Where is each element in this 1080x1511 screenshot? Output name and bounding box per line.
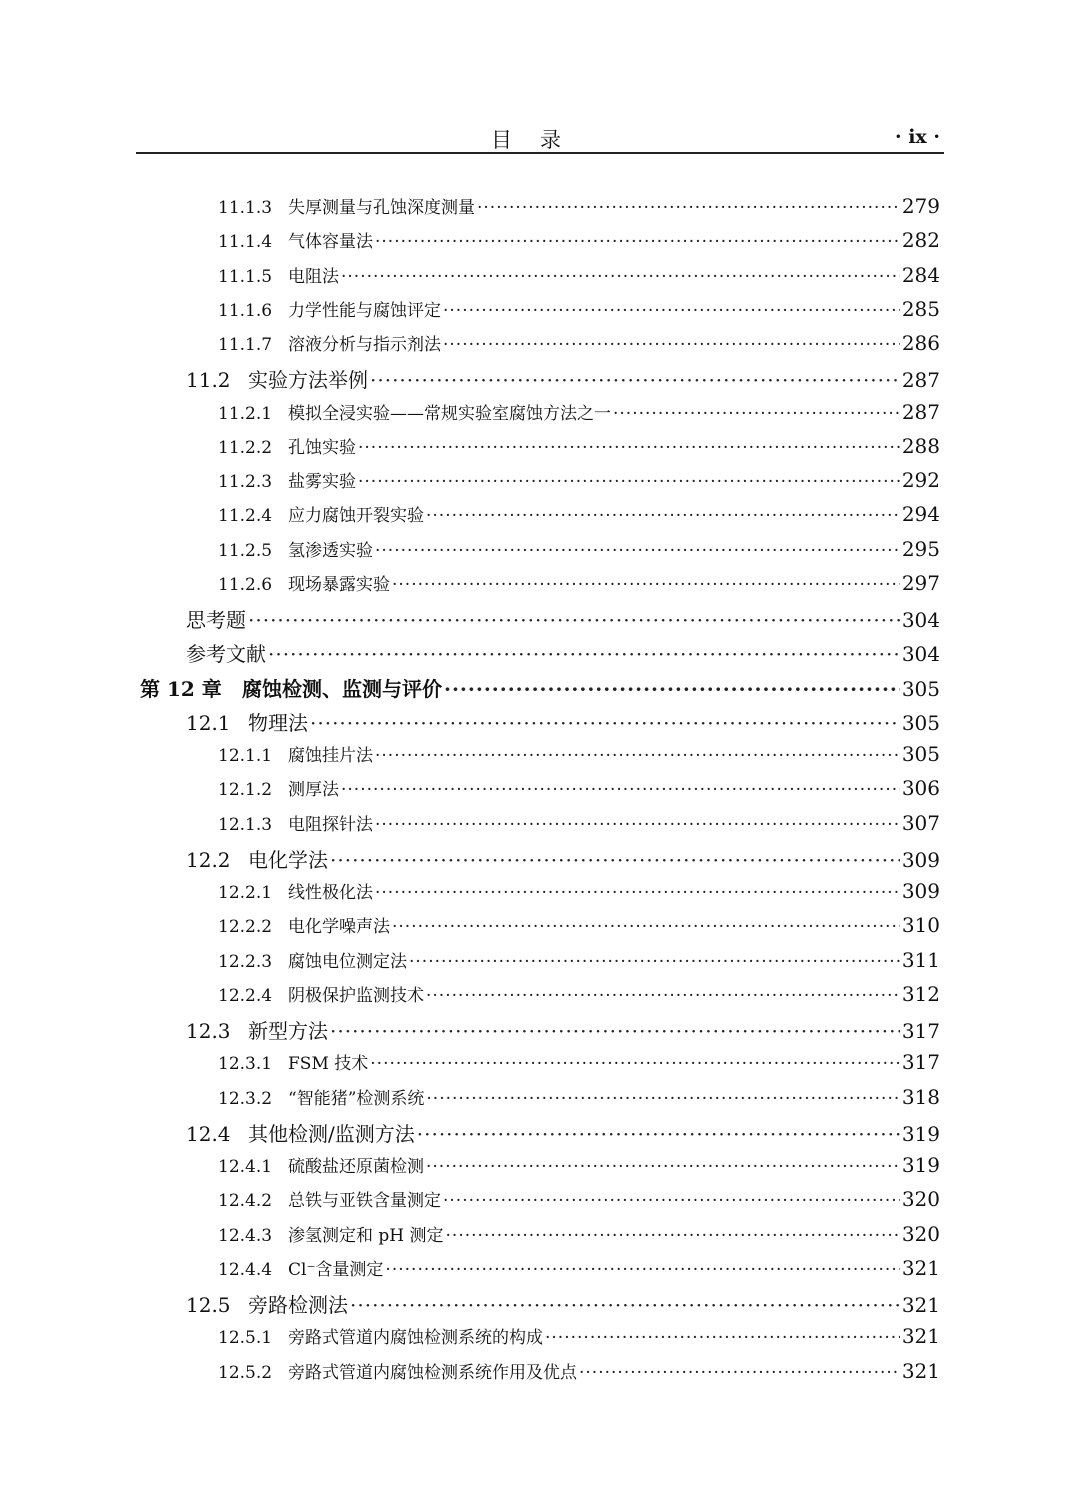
toc-entry-title: “智能猪”检测系统	[288, 1088, 425, 1109]
toc-entry[interactable]	[186, 1015, 940, 1044]
dot-leader	[477, 198, 900, 218]
toc-entry-number: 12.3.1	[218, 1054, 273, 1075]
dot-leader	[358, 472, 900, 492]
dot-leader	[350, 1293, 900, 1317]
toc-entry[interactable]	[218, 912, 940, 937]
toc-entry[interactable]	[186, 604, 940, 633]
toc-entry-title: 腐蚀电位测定法	[288, 951, 407, 972]
toc-entry[interactable]	[218, 1255, 940, 1280]
toc-entry-number: 11.1.3	[218, 198, 273, 218]
dot-leader	[443, 301, 900, 321]
dot-leader	[370, 368, 900, 392]
toc-entry-page: 307	[901, 810, 940, 835]
toc-entry-title: 新型方法	[248, 1019, 328, 1043]
toc-entry-title: FSM 技术	[288, 1054, 369, 1075]
dot-leader	[310, 711, 900, 735]
toc-entry-title: 旁路式管道内腐蚀检测系统作用及优点	[288, 1362, 577, 1383]
page-header	[136, 122, 944, 154]
toc-entry-page: 285	[901, 296, 940, 321]
dot-leader	[444, 677, 900, 701]
toc-entry-page: 310	[901, 913, 940, 938]
toc-entry-number: 12.3	[186, 1019, 231, 1043]
toc-entry[interactable]	[140, 673, 940, 702]
toc-entry-number: 11.1.5	[218, 266, 273, 287]
toc-entry-title: 应力腐蚀开裂实验	[288, 506, 424, 527]
toc-entry[interactable]	[218, 296, 940, 321]
toc-entry-page: 317	[901, 1050, 940, 1075]
toc-entry-title: 参考文献	[186, 642, 266, 667]
toc-entry-page: 294	[901, 502, 940, 527]
dot-leader	[417, 1122, 900, 1146]
toc-entry[interactable]	[186, 638, 940, 667]
dot-leader	[392, 575, 900, 595]
toc-entry[interactable]	[186, 844, 940, 873]
toc-entry-page: 317	[901, 1019, 940, 1043]
toc-entry[interactable]	[218, 1084, 940, 1109]
toc-entry-title: 力学性能与腐蚀评定	[288, 300, 441, 321]
toc-entry-number: 12.2.2	[218, 917, 273, 938]
toc-entry[interactable]	[218, 536, 940, 561]
toc-entry-title: 腐蚀检测、监测与评价	[242, 676, 442, 701]
toc-entry-page: 321	[901, 1324, 940, 1349]
toc-entry-title: 电化学法	[248, 847, 328, 872]
toc-entry-title: 旁路式管道内腐蚀检测系统的构成	[288, 1328, 543, 1349]
dot-leader	[426, 1157, 900, 1177]
toc-entry-number: 11.2.3	[218, 472, 273, 492]
dot-leader	[358, 438, 900, 458]
dot-leader	[385, 1260, 899, 1280]
toc-entry-title: 电化学噪声法	[288, 917, 390, 938]
toc-entry-number: 12.1.2	[218, 780, 273, 801]
toc-entry-title: 旁路检测法	[248, 1293, 348, 1317]
page-number: · ix ·	[894, 126, 940, 148]
toc-entry-page: 320	[901, 1187, 940, 1212]
toc-entry-page: 319	[901, 1153, 940, 1177]
toc-entry[interactable]	[218, 433, 940, 458]
dot-leader	[341, 780, 900, 800]
toc-entry-title: 失厚测量与孔蚀深度测量	[288, 198, 475, 218]
toc-entry-page: 319	[901, 1121, 940, 1146]
toc-entry-number: 11.2	[186, 368, 231, 393]
toc-entry-number: 11.2.1	[218, 403, 273, 424]
toc-entry-page: 321	[901, 1255, 940, 1280]
toc-entry-number: 12.5.1	[218, 1328, 273, 1349]
dot-leader	[409, 952, 900, 972]
toc-entry-title: 物理法	[248, 710, 308, 735]
toc-entry-page: 305	[901, 676, 940, 701]
toc-entry[interactable]	[218, 1152, 940, 1177]
toc-entry-page: 305	[901, 742, 940, 766]
dot-leader	[248, 608, 900, 632]
toc-entry-number: 12.4.1	[218, 1157, 273, 1177]
toc-entry[interactable]	[218, 1358, 940, 1383]
toc-entry[interactable]	[218, 330, 940, 355]
toc-entry-number: 11.1.6	[218, 300, 273, 321]
toc-entry[interactable]	[218, 227, 940, 252]
dot-leader	[426, 1089, 899, 1109]
dot-leader	[375, 815, 900, 835]
dot-leader	[579, 1363, 900, 1383]
toc-entry-page: 318	[901, 1084, 940, 1109]
toc-entry-number: 12.4.3	[218, 1225, 273, 1246]
toc-entry-number: 12.5.2	[218, 1362, 273, 1383]
toc-entry-number: 11.2.4	[218, 506, 273, 527]
toc-entry-title: Cl⁻含量测定	[288, 1259, 384, 1280]
toc-entry[interactable]	[218, 1049, 940, 1074]
toc-entry[interactable]	[218, 810, 940, 835]
toc-entry-number: 12.1.1	[218, 746, 273, 766]
dot-leader	[330, 848, 900, 872]
toc-entry-page: 309	[901, 847, 940, 872]
toc-entry-page: 306	[901, 776, 940, 801]
dot-leader	[341, 267, 900, 287]
toc-entry-number: 12.5	[186, 1293, 231, 1317]
toc-entry-page: 320	[901, 1221, 940, 1246]
toc-entry[interactable]	[218, 947, 940, 972]
toc-entry-number: 11.2.5	[218, 540, 273, 561]
toc-entry-page: 312	[901, 981, 940, 1006]
toc-entry-number: 12.4.2	[218, 1191, 273, 1212]
toc-entry-page: 287	[901, 368, 940, 393]
toc-entry-page: 321	[901, 1358, 940, 1383]
toc-entry-title: 溶液分析与指示剂法	[288, 335, 441, 355]
toc-entry-page: 282	[901, 228, 940, 253]
toc-entry-page: 304	[901, 642, 940, 667]
toc-entry[interactable]	[218, 570, 940, 595]
toc-entry-number: 11.2.6	[218, 574, 273, 595]
toc-entry[interactable]	[218, 1221, 940, 1246]
toc-entry[interactable]	[218, 1323, 940, 1348]
dot-leader	[613, 404, 900, 424]
dot-leader	[443, 335, 900, 355]
toc-entry-title: 孔蚀实验	[288, 437, 356, 458]
dot-leader	[375, 883, 900, 903]
toc-entry-number: 12.2	[186, 847, 231, 872]
dot-leader	[375, 232, 900, 252]
toc-entry-page: 288	[901, 433, 940, 458]
toc-entry-page: 321	[901, 1293, 940, 1317]
toc-entry-title: 思考题	[186, 608, 246, 632]
toc-entry-title: 总铁与亚铁含量测定	[288, 1191, 441, 1212]
toc-entry-number: 12.1	[186, 710, 231, 735]
dot-leader	[426, 506, 900, 526]
toc-entry[interactable]	[186, 364, 940, 393]
dot-leader	[446, 1226, 900, 1246]
dot-leader	[268, 642, 900, 666]
toc-entry[interactable]	[218, 193, 940, 218]
toc-entry-page: 292	[901, 468, 940, 492]
toc-entry-title: 电阻法	[288, 266, 339, 287]
toc-entry-title: 线性极化法	[288, 883, 373, 903]
toc-entry-page: 287	[901, 399, 940, 424]
toc-entry-number: 12.4.4	[218, 1259, 273, 1280]
toc-entry-number: 12.2.4	[218, 985, 273, 1006]
toc-entry-title: 测厚法	[288, 780, 339, 801]
dot-leader	[426, 986, 900, 1006]
toc-entry[interactable]	[218, 467, 940, 492]
toc-entry-number: 12.2.1	[218, 883, 273, 903]
toc-entry-title: 渗氢测定和 pH 测定	[288, 1225, 444, 1246]
toc-entry-title: 阴极保护监测技术	[288, 985, 424, 1006]
toc-entry-title: 电阻探针法	[288, 814, 373, 835]
dot-leader	[375, 746, 900, 766]
toc-entry[interactable]	[218, 878, 940, 903]
toc-entry-title: 硫酸盐还原菌检测	[288, 1157, 424, 1177]
toc-entry-title: 氢渗透实验	[288, 540, 373, 561]
toc-entry[interactable]	[218, 262, 940, 287]
toc-entry[interactable]	[218, 775, 940, 800]
toc-entry[interactable]	[218, 1186, 940, 1211]
dot-leader	[392, 917, 900, 937]
toc-entry-title: 其他检测/监测方法	[248, 1121, 415, 1146]
toc-entry-number: 12.3.2	[218, 1088, 273, 1109]
header-rule	[136, 152, 944, 154]
toc-entry-title: 盐雾实验	[288, 472, 356, 492]
toc-entry-number: 12.1.3	[218, 814, 273, 835]
toc-entry[interactable]	[218, 981, 940, 1006]
dot-leader	[545, 1328, 900, 1348]
toc-entry[interactable]	[218, 501, 940, 526]
toc-entry-page: 286	[901, 331, 940, 355]
toc-entry-title: 腐蚀挂片法	[288, 746, 373, 766]
dot-leader	[330, 1019, 900, 1043]
toc-entry-page: 311	[901, 947, 940, 972]
toc-entry-title: 气体容量法	[288, 232, 373, 253]
toc-entry-title: 现场暴露实验	[288, 574, 390, 595]
toc-entry[interactable]	[218, 399, 940, 424]
toc-entry-page: 295	[901, 536, 940, 561]
toc-entry-number: 11.1.7	[218, 335, 273, 355]
toc-entry[interactable]	[218, 741, 940, 766]
toc-entry-number: 11.2.2	[218, 437, 273, 458]
toc-entry-number: 12.4	[186, 1121, 231, 1146]
toc-entry-page: 305	[901, 710, 940, 735]
toc-entry[interactable]	[186, 1118, 940, 1147]
toc-entry-page: 309	[901, 879, 940, 903]
toc-entry[interactable]	[186, 1289, 940, 1318]
toc-entry-number: 11.1.4	[218, 232, 273, 253]
toc-entry[interactable]	[186, 707, 940, 736]
dot-leader	[443, 1191, 900, 1211]
toc-entry-number: 第 12 章	[140, 676, 222, 701]
toc-entry-page: 304	[901, 608, 940, 632]
toc-entry-page: 284	[901, 262, 940, 287]
toc-entry-page: 279	[901, 194, 940, 218]
dot-leader	[375, 541, 900, 561]
toc-entry-page: 297	[901, 570, 940, 595]
dot-leader	[370, 1054, 900, 1074]
running-title: 目录	[491, 128, 589, 152]
toc-entry-title: 实验方法举例	[248, 368, 368, 393]
toc-entry-title: 模拟全浸实验——常规实验室腐蚀方法之一	[288, 403, 611, 424]
toc-entry-number: 12.2.3	[218, 951, 273, 972]
